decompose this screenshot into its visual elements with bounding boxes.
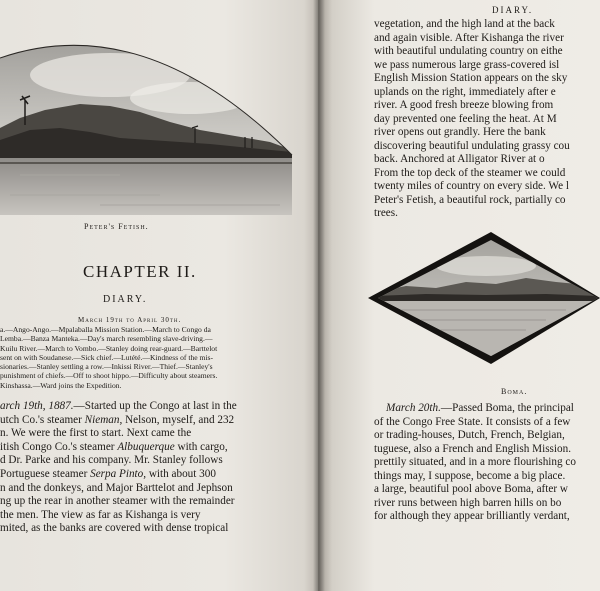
body-line: river runs between high barren hills on bo bbox=[374, 496, 562, 509]
body-line: of the Congo Free State. It consists of a few bbox=[374, 415, 571, 428]
illustration-caption: Peter's Fetish. bbox=[84, 222, 149, 231]
body-line: Portuguese steamer Serpa Pinto, with about 300 bbox=[0, 467, 216, 480]
summary-line: a.—Ango-Ango.—Mpalaballa Mission Station.—March to Congo da bbox=[0, 325, 211, 334]
body-line: tuguese, also a French and English Mission. bbox=[374, 442, 571, 455]
body-line: uplands on the right, immediately after e bbox=[374, 85, 556, 98]
body-line: back. Anchored at Alligator River at o bbox=[374, 153, 545, 165]
body-line: river. A good fresh breeze blowing from bbox=[374, 99, 554, 111]
body-line: or trading-houses, Dutch, French, Belgian, bbox=[374, 429, 565, 441]
summary-line: sionaries.—Stanley settling a row.—Inkissi River.—Thief.—Stanley's bbox=[0, 362, 213, 372]
right-body-text-top bbox=[374, 18, 600, 221]
summary-line: punishment of chiefs.—Off to shoot hippo.—Difficulty about steamers. bbox=[0, 371, 218, 381]
running-head: DIARY. bbox=[492, 5, 534, 15]
body-line: with beautiful undulating country on eithe bbox=[374, 45, 563, 57]
body-line: the men. The view as far as Kishanga is very bbox=[0, 508, 201, 521]
body-line: for although they appear brilliantly verdant, bbox=[374, 510, 570, 522]
body-line: From the top deck of the steamer we could bbox=[374, 166, 566, 179]
body-line: prettily situated, and in a more flourishing co bbox=[374, 456, 576, 468]
chapter-date-range: March 19th to April 30th. bbox=[78, 316, 182, 324]
illustration-caption: Boma. bbox=[501, 387, 528, 396]
body-line: things may, I suppose, become a big place. bbox=[374, 469, 566, 482]
summary-line: sent on with Soudanese.—Sick chief.—Lutété.—Kindness of the mis- bbox=[0, 352, 214, 362]
book-gutter bbox=[313, 0, 325, 591]
body-line: mited, as the banks are covered with dense tropical bbox=[0, 522, 229, 535]
body-line: we pass numerous large grass-covered isl bbox=[374, 58, 560, 71]
body-line: river opens out grandly. Here the bank bbox=[374, 126, 546, 138]
summary-line: Kinshassa.—Ward joins the Expedition. bbox=[0, 380, 122, 390]
body-line: a large, beautiful pool above Boma, after w bbox=[374, 483, 568, 495]
body-line: twenty miles of country on every side. We l bbox=[374, 180, 569, 192]
boma-illustration bbox=[366, 228, 600, 378]
body-line: arch 19th, 1887.—Started up the Congo at last in the bbox=[0, 400, 237, 412]
body-line: March 20th.—Passed Boma, the principal bbox=[386, 402, 574, 414]
right-page bbox=[318, 0, 600, 591]
body-line: n and the donkeys, and Major Barttelot and Jephson bbox=[0, 481, 233, 494]
peters-fetish-illustration bbox=[0, 0, 300, 215]
chapter-summary bbox=[0, 325, 302, 390]
body-line: vegetation, and the high land at the back bbox=[374, 18, 555, 30]
body-line: utch Co.'s steamer Nieman, Nelson, myself, and 232 bbox=[0, 413, 235, 426]
chapter-title: CHAPTER II. bbox=[83, 262, 197, 281]
body-line: ng up the rear in another steamer with the remainder bbox=[0, 495, 235, 508]
summary-line: Lemba.—Banza Manteka.—Day's march resembling slave-driving.— bbox=[0, 334, 213, 344]
body-line: English Mission Station appears on the sky bbox=[374, 72, 568, 84]
summary-line: Kuilu River.—March to Vombo.—Stanley doing rear-guard.—Barttelot bbox=[0, 343, 218, 353]
body-line: trees. bbox=[374, 207, 398, 219]
body-line: d Dr. Parke and his company. Mr. Stanley follows bbox=[0, 454, 223, 467]
body-line: itish Congo Co.'s steamer Albuquerque with cargo, bbox=[0, 440, 228, 453]
body-line: day prevented one feeling the heat. At M bbox=[374, 112, 557, 125]
body-line: discovering beautiful undulating grassy cou bbox=[374, 139, 570, 152]
chapter-subtitle: DIARY. bbox=[103, 294, 148, 305]
body-line: Peter's Fetish, a beautiful rock, partially co bbox=[374, 193, 566, 206]
body-line: n. We were the first to start. Next came the bbox=[0, 427, 192, 440]
body-line: and again visible. After Kishanga the river bbox=[374, 31, 564, 44]
right-body-text-bottom bbox=[374, 402, 600, 524]
left-body-text bbox=[0, 400, 306, 536]
